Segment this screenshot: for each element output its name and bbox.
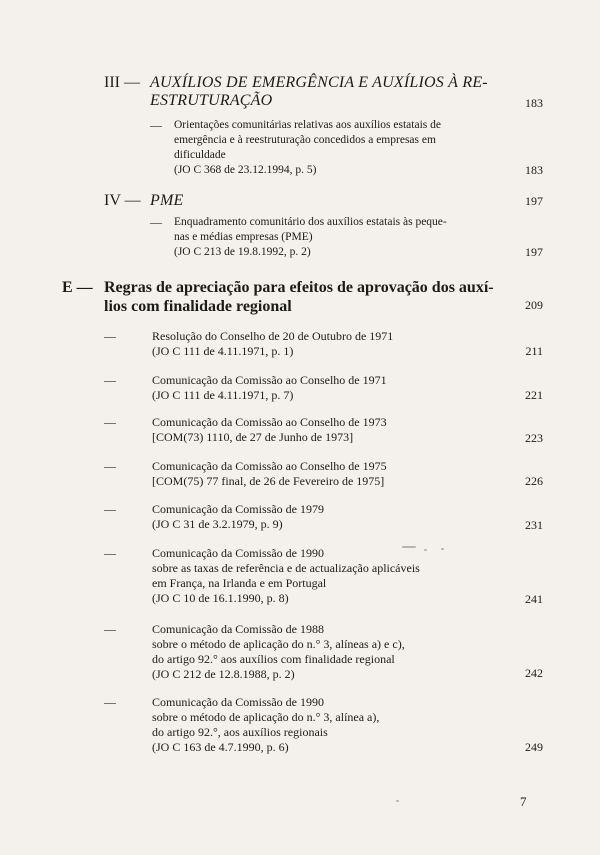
entry-line: Comunicação da Comissão de 1990	[152, 546, 324, 560]
entry-page: 211	[525, 344, 543, 358]
scan-speck	[396, 800, 399, 802]
section-iv-page: 197	[525, 194, 543, 208]
part-e-title-line1: Regras de apreciação para efeitos de aprovação dos auxí-	[104, 279, 494, 296]
item-line: Enquadramento comunitário dos auxílios estatais às peque-	[174, 216, 447, 228]
scan-speck	[402, 546, 416, 548]
entry-dash: —	[104, 329, 116, 343]
section-iv-item-dash: —	[150, 215, 162, 229]
section-iii-number: III —	[104, 74, 140, 91]
section-iii-title-line1: AUXÍLIOS DE EMERGÊNCIA E AUXÍLIOS À RE-	[150, 74, 488, 91]
entry	[152, 329, 492, 359]
entry-line: [COM(75) 77 final, de 26 de Fevereiro de 1975]	[152, 474, 385, 488]
entry-line: (JO C 212 de 12.8.1988, p. 2)	[152, 667, 295, 681]
entry-line: (JO C 31 de 3.2.1979, p. 9)	[152, 517, 283, 531]
entry	[152, 622, 492, 682]
entry-dash: —	[104, 695, 116, 709]
entry-dash: —	[104, 373, 116, 387]
page-number: 7	[520, 794, 527, 809]
entry-line: Comunicação da Comissão ao Conselho de 1971	[152, 373, 387, 387]
entry-line: (JO C 163 de 4.7.1990, p. 6)	[152, 740, 289, 754]
part-e-title	[104, 278, 504, 316]
entry	[152, 415, 492, 445]
section-iv-item-page: 197	[525, 245, 543, 259]
scan-speck	[424, 549, 427, 551]
entry-dash: —	[104, 622, 116, 636]
entry-line: Comunicação da Comissão ao Conselho de 1975	[152, 459, 387, 473]
section-iv-item	[174, 215, 496, 260]
entry	[152, 373, 492, 403]
entry	[152, 459, 492, 489]
part-e-letter: E —	[62, 279, 93, 296]
section-iii-item	[174, 118, 496, 178]
part-e-page: 209	[525, 298, 543, 312]
entry-page: 223	[525, 431, 543, 445]
entry-dash: —	[104, 415, 116, 429]
item-line: (JO C 368 de 23.12.1994, p. 5)	[174, 164, 317, 176]
entry-dash: —	[104, 502, 116, 516]
entry-line: Comunicação da Comissão de 1988	[152, 622, 324, 636]
item-line: emergência e à reestruturação concedidos a empresas em	[174, 134, 436, 146]
item-line: dificuldade	[174, 149, 226, 161]
item-line: (JO C 213 de 19.8.1992, p. 2)	[174, 246, 311, 258]
entry-line: (JO C 10 de 16.1.1990, p. 8)	[152, 591, 289, 605]
section-iii-title-line2: ESTRUTURAÇÃO	[150, 92, 273, 109]
entry-line: do artigo 92.° aos auxílios com finalidade regional	[152, 652, 395, 666]
section-iii-page: 183	[525, 96, 543, 110]
entry-page: 241	[525, 592, 543, 606]
entry-dash: —	[104, 459, 116, 473]
entry-line: Comunicação da Comissão de 1990	[152, 695, 324, 709]
entry-page: 231	[525, 518, 543, 532]
entry-dash: —	[104, 546, 116, 560]
entry-page: 226	[525, 474, 543, 488]
item-line: Orientações comunitárias relativas aos auxílios estatais de	[174, 119, 441, 131]
entry-line: sobre o método de aplicação do n.° 3, alíneas a) e c),	[152, 637, 405, 651]
section-iv-title: PME	[150, 192, 184, 209]
entry-line: sobre as taxas de referência e de actualização aplicáveis	[152, 561, 420, 575]
entry-line: sobre o método de aplicação do n.° 3, alínea a),	[152, 710, 380, 724]
entry	[152, 695, 492, 755]
scan-speck	[441, 548, 444, 550]
entry-line: (JO C 111 de 4.11.1971, p. 7)	[152, 388, 294, 402]
item-line: nas e médias empresas (PME)	[174, 231, 313, 243]
entry-line: em França, na Irlanda e em Portugal	[152, 576, 327, 590]
section-iii-item-dash: —	[150, 118, 162, 132]
entry-line: Comunicação da Comissão de 1979	[152, 502, 324, 516]
section-iii-item-page: 183	[525, 163, 543, 177]
entry	[152, 502, 492, 532]
entry-page: 242	[525, 666, 543, 680]
entry	[152, 546, 492, 606]
entry-page: 249	[525, 740, 543, 754]
entry-line: Comunicação da Comissão ao Conselho de 1973	[152, 415, 387, 429]
entry-page: 221	[525, 388, 543, 402]
section-iv-number: IV —	[104, 192, 141, 209]
entry-line: do artigo 92.°, aos auxílios regionais	[152, 725, 328, 739]
entry-line: [COM(73) 1110, de 27 de Junho de 1973]	[152, 430, 354, 444]
entry-line: Resolução do Conselho de 20 de Outubro de 1971	[152, 329, 394, 343]
part-e-title-line2: lios com finalidade regional	[104, 298, 292, 315]
entry-line: (JO C 111 de 4.11.1971, p. 1)	[152, 344, 294, 358]
